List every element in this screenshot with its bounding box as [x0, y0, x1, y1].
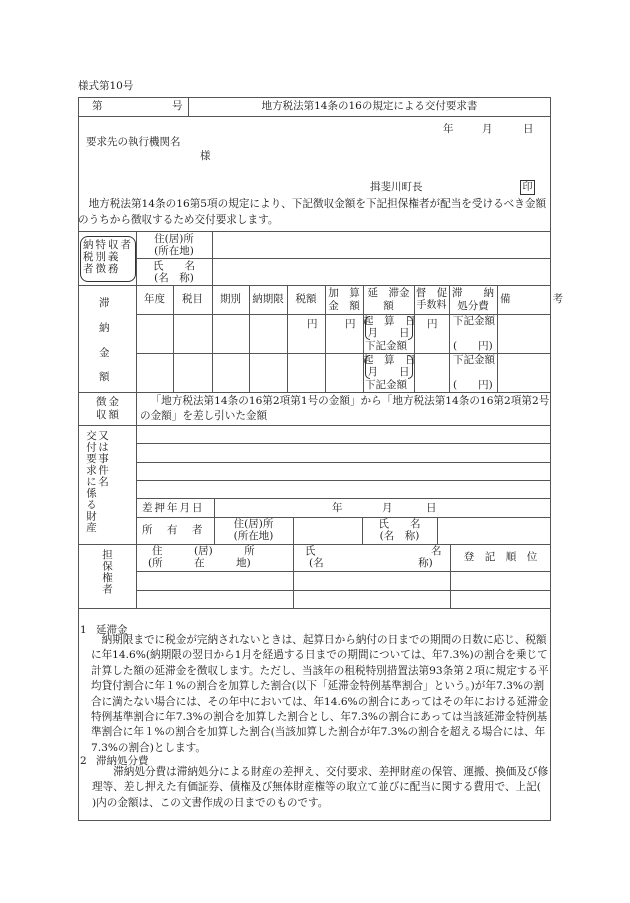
row1-disposition-note: 下記金額 — [453, 315, 495, 327]
note1-title: 延滞金 — [96, 624, 128, 636]
owner-address-label-sub: (所在地) — [233, 530, 274, 542]
arrears-label-2: 納 — [99, 322, 110, 334]
taxpayer-address-label: 住(居)所 — [154, 233, 194, 245]
collection-amount-text: 「地方税法第14条の16第2項第1号の金額」から「地方税法第14条の16第2項第2号の金額」を差し引いた金額 — [140, 395, 550, 422]
divider — [212, 231, 213, 285]
note1-body: 納期限までに税金が完納されないときは、起算日から納付の日までの期間の日数に応じ、税額に年14.6%(納期限の翌日から1月を経過する日までの期間については、年7.3%)の割合を乗じて計算した額の延滞金を徴収します。ただし、当該年の租税特別措置法第93条第２項に規定する平均貸付割合に年１%の割合を加算した割合(以下「延滞金特例基準割合」という。)が年7.3%の割合に満たない場合には、その年中においては、年14.6%の割合にあってはその年における延滞金特例基準割合に年7.3%の割合を加算した割合とし、年7.3%の割合にあっては当該延滞金特例基準割合に年１%の割合を加算した割合(当該加算した割合が年7.3%の割合を超える場合には、年7.3%の割合)とします。 — [91, 634, 549, 754]
divider — [78, 425, 551, 426]
divider — [136, 462, 551, 463]
row2-disposition-note: 下記金額 — [453, 354, 495, 366]
divider — [78, 116, 551, 117]
seal-mark: 印 — [520, 180, 535, 195]
arrears-label-4: 額 — [99, 371, 110, 383]
seizure-date-label: 差押年月日 — [142, 502, 205, 514]
divider — [136, 544, 137, 608]
security-address-header-sub: (所 在 地) — [148, 557, 251, 569]
divider — [136, 258, 551, 259]
row1-tax-amount-unit: 円 — [307, 318, 318, 330]
col-header-additional-sub: 金 額 — [328, 300, 360, 312]
taxpayer-label-line2: 税別義 — [83, 251, 121, 263]
row1-delinquency-month-day: 月 日 — [367, 327, 410, 339]
seizure-day: 日 — [426, 502, 437, 514]
form-number: 様式第10号 — [78, 80, 134, 92]
note2-title: 滞納処分費 — [96, 755, 149, 767]
owner-label: 所 有 者 — [142, 524, 205, 536]
divider — [78, 392, 551, 393]
property-label: 交付要求に係る財産 — [85, 430, 97, 534]
col-header-additional: 加 算 — [328, 287, 360, 299]
col-header-delinquency-sub: 額 — [383, 300, 394, 312]
taxpayer-label-line1: 納特収者 — [83, 239, 133, 251]
col-header-tax-amount: 税額 — [295, 293, 317, 305]
divider — [136, 590, 551, 591]
divider — [293, 517, 294, 544]
taxpayer-name-label: 氏 名 — [153, 260, 195, 272]
col-header-disposition-sub: 処分費 — [457, 300, 489, 312]
row2-disposition-amount: ( 円) — [453, 379, 493, 391]
date-year: 年 — [443, 123, 454, 135]
col-header-remarks: 備 考 — [500, 293, 563, 305]
divider — [78, 231, 551, 232]
col-header-disposition: 滞 納 — [452, 287, 494, 299]
row1-reminder-unit: 円 — [427, 318, 438, 330]
note2-body: 滞納処分費は滞納処分による財産の差押え、交付要求、差押財産の保管、運搬、換価及び修理等、差し押えた有価証券、債権及び無体財産権等の取立て並びに配当に関する費用で、上記( )内の金額は、この文書作成の日までのものです。 — [92, 766, 563, 809]
arrears-label-1: 滞 — [99, 297, 110, 309]
note2-number: 2 — [80, 755, 87, 767]
col-header-period: 期別 — [220, 293, 241, 305]
row2-delinquency-note: 下記金額 — [365, 379, 407, 391]
seizure-month: 月 — [382, 502, 393, 514]
col-header-due-date: 納期限 — [252, 293, 284, 305]
taxpayer-address-label-sub: (所在地) — [154, 245, 194, 257]
divider — [293, 544, 294, 608]
divider — [136, 443, 551, 444]
security-rank-header: 登 記 順 位 — [463, 551, 538, 563]
taxpayer-label-line3: 者徴務 — [83, 263, 121, 275]
owner-address-label: 住(居)所 — [233, 518, 274, 530]
security-name-header: 氏 名 — [305, 545, 442, 557]
date-month: 月 — [482, 123, 493, 135]
date-day: 日 — [523, 123, 534, 135]
security-name-header-sub: (名 称) — [309, 557, 433, 569]
col-header-reminder: 督 促 — [415, 287, 448, 299]
row1-delinquency-note: 下記金額 — [365, 340, 407, 352]
recipient-label: 要求先の執行機関名 — [86, 136, 181, 148]
row2-delinquency-month-day: 月 日 — [367, 366, 410, 378]
intro-text: 地方税法第14条の16第5項の規定により、下記徴収金額を下記担保権者が配当を受けるべき金額のうちから徴収するため交付要求します。 — [78, 198, 547, 226]
divider — [136, 480, 551, 481]
col-header-tax-item: 税目 — [182, 293, 203, 305]
security-holder-label: 担保権者 — [101, 549, 113, 595]
divider — [78, 608, 551, 609]
col-header-delinquency: 延 滞金 — [367, 287, 410, 299]
form-title: 地方税法第14条の16の規定による交付要求書 — [261, 100, 478, 112]
divider — [136, 517, 551, 518]
owner-name-label: 氏 名 — [378, 518, 421, 530]
divider — [136, 392, 137, 425]
divider — [78, 285, 551, 286]
divider — [136, 498, 551, 499]
divider — [437, 517, 438, 544]
row1-disposition-amount: ( 円) — [453, 340, 493, 352]
owner-name-label-sub: (名 称) — [379, 530, 420, 542]
taxpayer-name-label-sub: (名 称) — [154, 272, 194, 284]
seizure-year: 年 — [332, 502, 343, 514]
note1-number: 1 — [80, 624, 87, 636]
recipient-honorific: 様 — [200, 150, 211, 162]
col-header-reminder-sub: 手数料 — [416, 300, 447, 311]
number-prefix: 第 — [92, 100, 103, 112]
security-address-header: 住 (居) 所 — [152, 545, 255, 557]
row2-delinquency-start: 起 算 日 — [363, 354, 416, 366]
divider — [136, 571, 551, 572]
row1-additional-unit: 円 — [345, 318, 356, 330]
arrears-label-3: 金 — [99, 347, 110, 359]
col-header-year: 年度 — [144, 293, 165, 305]
collection-label: 徴金 — [96, 396, 121, 408]
divider — [497, 285, 498, 392]
property-label-alt: 又は事件名 — [97, 430, 109, 488]
collection-label-sub: 収額 — [96, 409, 121, 421]
row1-delinquency-start: 起 算 日 — [363, 315, 416, 327]
number-suffix: 号 — [172, 100, 183, 112]
sender-name: 揖斐川町長 — [370, 181, 423, 193]
